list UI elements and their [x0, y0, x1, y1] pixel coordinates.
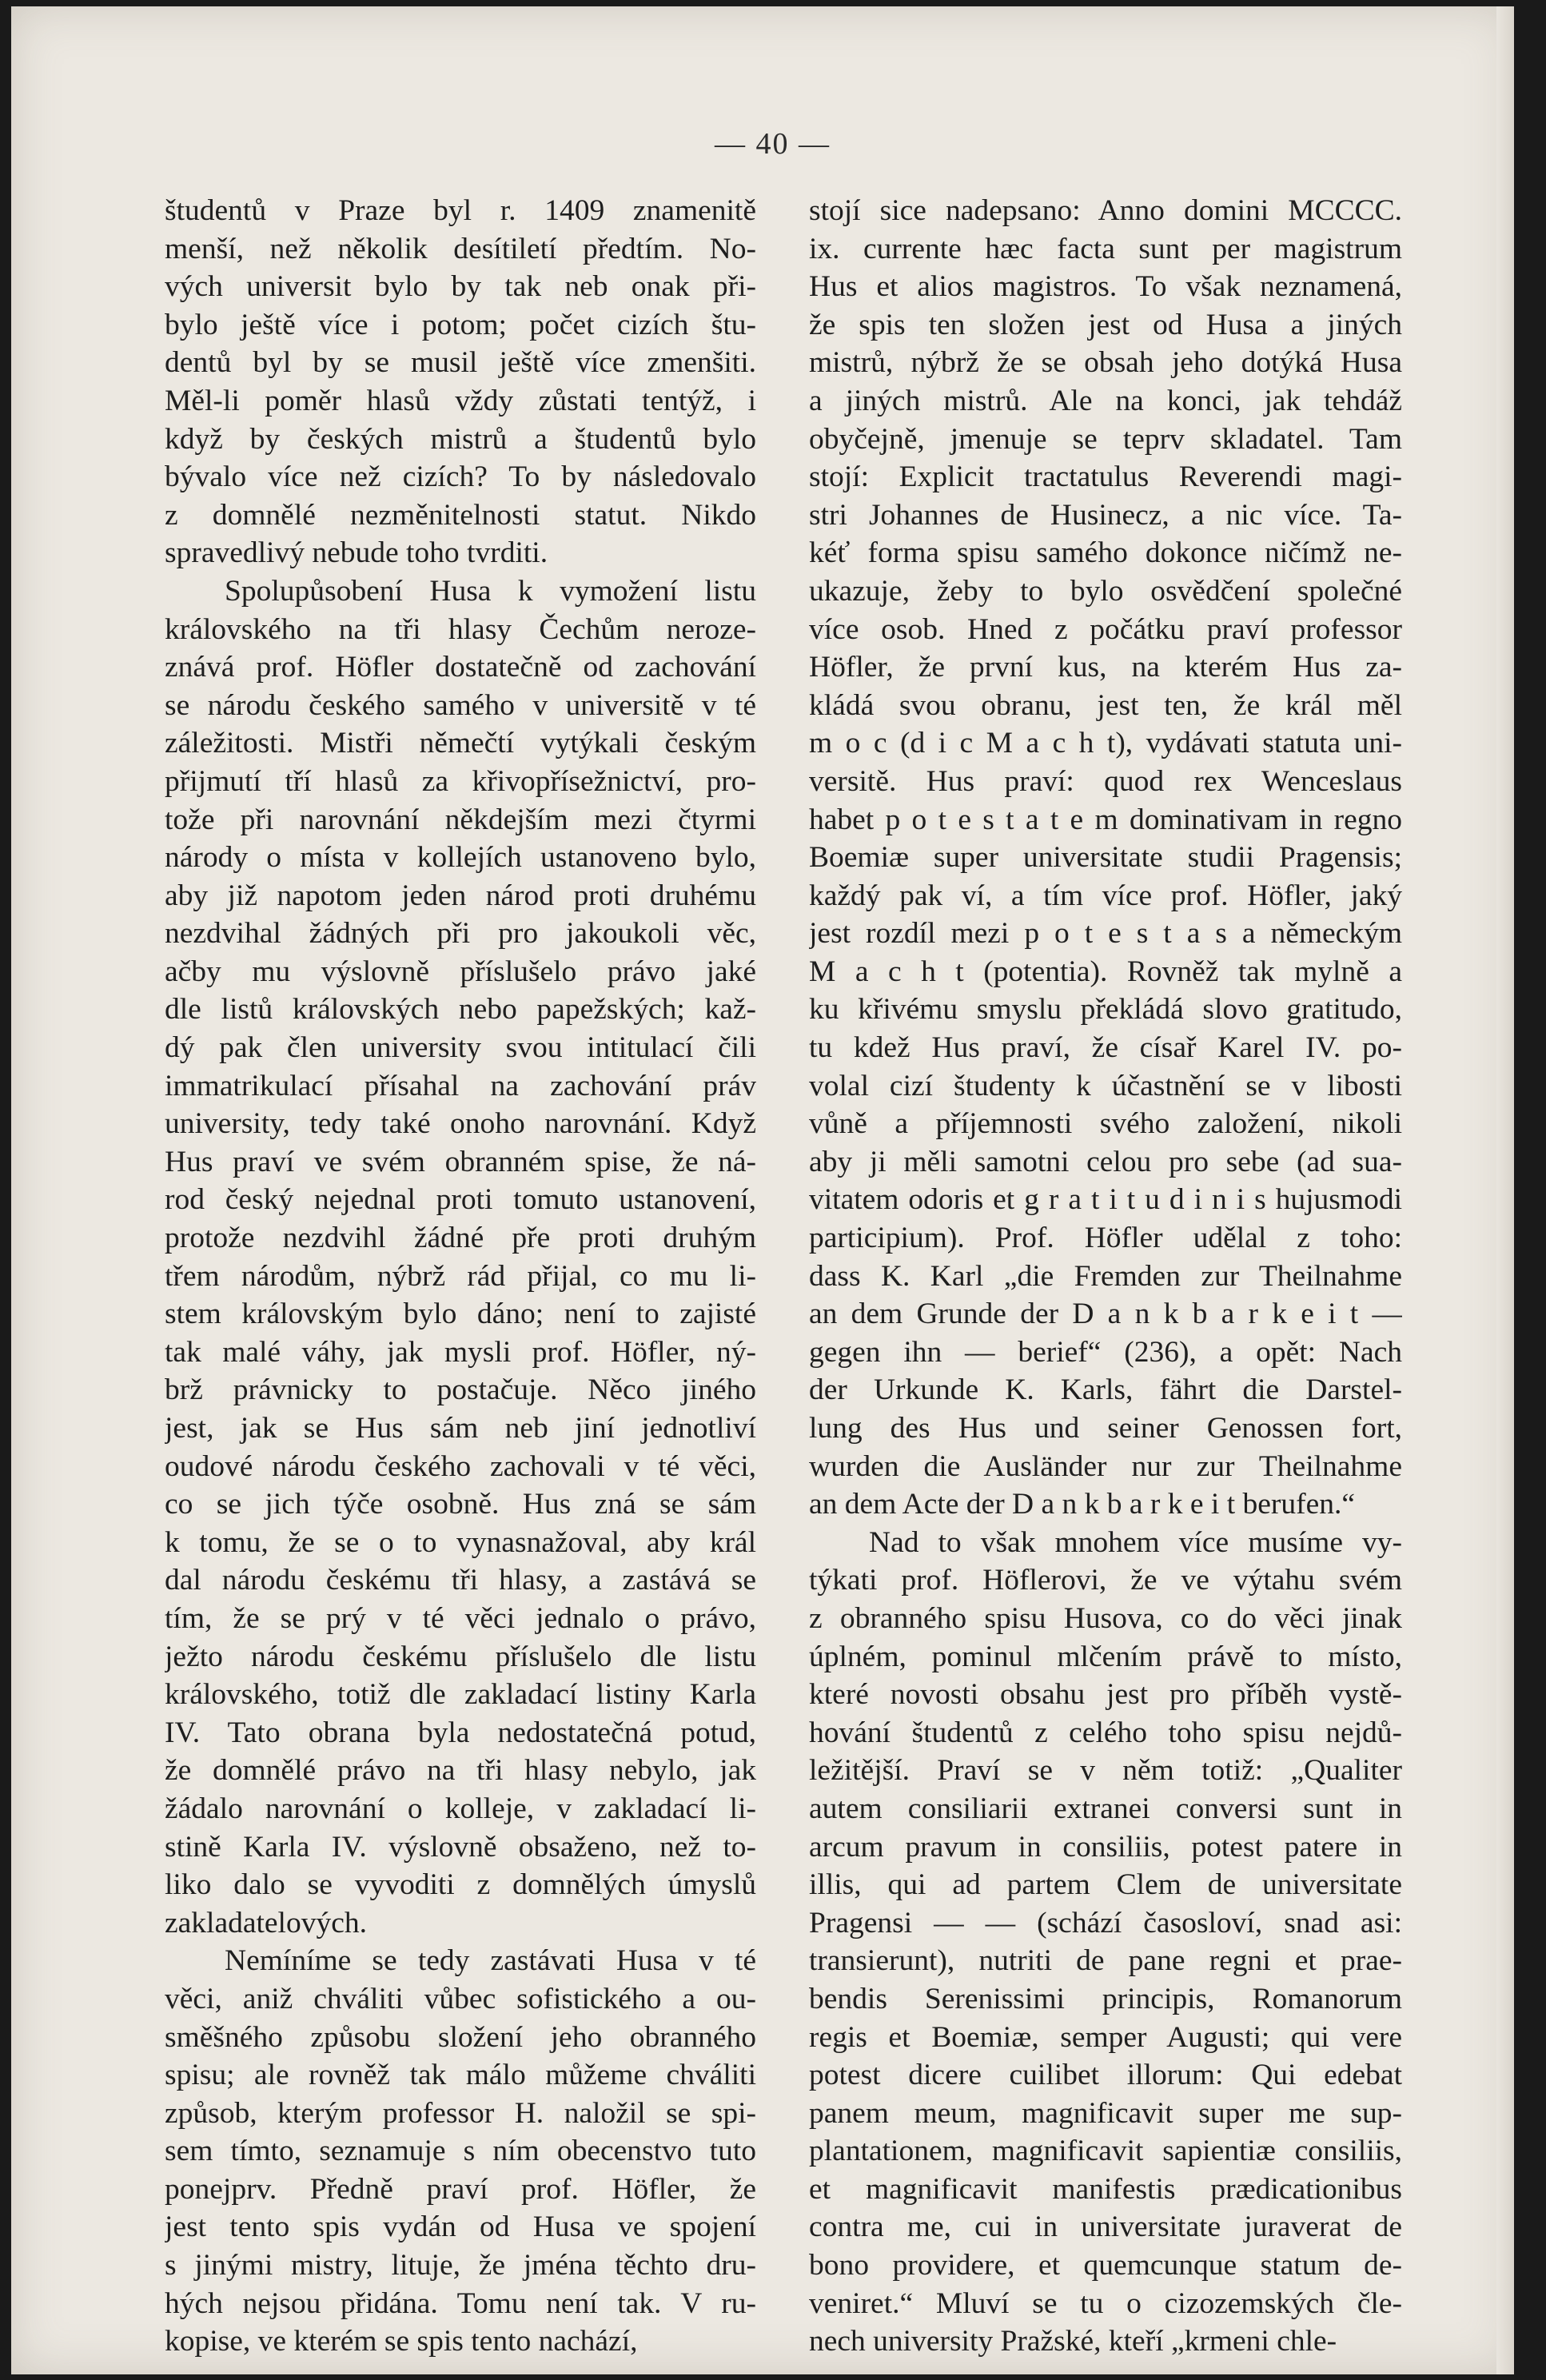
- text-line: týkati prof. Höflerovi, že ve výtahu svém: [809, 1564, 1402, 1597]
- page-edge-shadow: [1496, 6, 1514, 2374]
- text-line: bendis Serenissimi principis, Romanorum: [809, 1982, 1402, 2015]
- text-line: versitě. Hus praví: quod rex Wenceslaus: [809, 764, 1402, 798]
- text-line: z domnělé nezměnitelnosti statut. Nikdo: [165, 498, 756, 532]
- text-line: Spolupůsobení Husa k vymožení listu: [225, 574, 756, 608]
- text-line: které novosti obsahu jest pro příběh vystě-: [809, 1678, 1402, 1712]
- text-line: vých universit bylo by tak neb onak při-: [165, 270, 756, 304]
- text-line: tu kdež Hus praví, že císař Karel IV. po-: [809, 1031, 1402, 1065]
- text-line: národy o místa v kollejích ustanoveno bylo,: [165, 841, 756, 875]
- text-line: ku křivému smyslu překládá slovo gratitudo,: [809, 993, 1402, 1027]
- text-line: transierunt), nutriti de pane regni et prae-: [809, 1944, 1402, 1978]
- text-line: k tomu, že se o to vynasnažoval, aby král: [165, 1525, 756, 1559]
- text-line: z obranného spisu Husova, co do věci jinak: [809, 1601, 1402, 1635]
- text-line: jest, jak se Hus sám neb jiní jednotliví: [165, 1412, 756, 1445]
- text-line: ix. currente hæc facta sunt per magistrum: [809, 232, 1402, 265]
- text-line: ačby mu výslovně příslušelo právo jaké: [165, 955, 756, 988]
- text-line: úplném, pominul mlčením právě to místo,: [809, 1640, 1402, 1673]
- text-line: aby již napotom jeden národ proti druhému: [165, 879, 756, 912]
- text-line: že spis ten složen jest od Husa a jiných: [809, 308, 1402, 341]
- text-line: liko dalo se vyvoditi z domnělých úmyslů: [165, 1868, 756, 1902]
- right-text-column: [809, 192, 1402, 2361]
- text-line: habet p o t e s t a t e m dominativam in regno: [809, 803, 1402, 836]
- text-line: potest dicere cuilibet illorum: Qui edebat: [809, 2059, 1402, 2092]
- text-line: ležitější. Praví se v něm totiž: „Qualiter: [809, 1754, 1402, 1788]
- text-line: an dem Grunde der D a n k b a r k e i t —: [809, 1298, 1402, 1331]
- text-line: oudové národu českého zachovali v té věci,: [165, 1449, 756, 1483]
- text-line: gegen ihn — berief“ (236), a opět: Nach: [809, 1335, 1402, 1369]
- text-line: hých nejsou přidána. Tomu není tak. V ru-: [165, 2286, 756, 2320]
- text-line: vitatem odoris et g r a t i t u d i n i s hujusmodi: [809, 1183, 1402, 1217]
- text-line: arcum pravum in consiliis, potest patere in: [809, 1830, 1402, 1864]
- text-line: záležitosti. Mistři němečtí vytýkali českým: [165, 727, 756, 760]
- text-line: a jiných mistrů. Ale na konci, jak tehdáž: [809, 384, 1402, 417]
- text-line: volal cizí študenty k účastnění se v libosti: [809, 1069, 1402, 1102]
- text-line: bývalo více než cizích? To by následovalo: [165, 460, 756, 494]
- text-line: směšného způsobu složení jeho obranného: [165, 2020, 756, 2054]
- text-line: sem tímto, seznamuje s ním obecenstvo tuto: [165, 2135, 756, 2168]
- text-line: více osob. Hned z počátku praví professor: [809, 612, 1402, 646]
- text-line: obyčejně, jmenuje se teprv skladatel. Tam: [809, 422, 1402, 456]
- text-line: contra me, cui in universitate juraverat de: [809, 2211, 1402, 2244]
- text-line: university, tedy také onoho narovnání. Když: [165, 1107, 756, 1141]
- text-line: illis, qui ad partem Clem de universitate: [809, 1868, 1402, 1902]
- text-line: kládá svou obranu, jest ten, že král měl: [809, 688, 1402, 722]
- text-line: an dem Acte der D a n k b a r k e i t berufen.“: [809, 1488, 1356, 1521]
- text-line: Hus praví ve svém obranném spise, že ná-: [165, 1145, 756, 1178]
- text-line: každý pak ví, a tím více prof. Höfler, jaký: [809, 879, 1402, 912]
- text-line: kéť forma spisu samého dokonce ničímž ne-: [809, 536, 1402, 570]
- text-line: kopise, ve kterém se spis tento nachází,: [165, 2325, 638, 2358]
- text-line: Boemiæ super universitate studii Pragensis;: [809, 841, 1402, 875]
- text-line: Höfler, že první kus, na kterém Hus za-: [809, 651, 1402, 684]
- text-line: přijmutí tří hlasů za křivopřísežnictví, pro-: [165, 764, 756, 798]
- text-line: rod český nejednal proti tomuto ustanovení,: [165, 1183, 756, 1217]
- text-line: dal národu českému tři hlasy, a zastává se: [165, 1564, 756, 1597]
- text-line: autem consiliarii extranei conversi sunt in: [809, 1792, 1402, 1825]
- text-line: mistrů, nýbrž že se obsah jeho dotýká Husa: [809, 346, 1402, 380]
- text-line: způsob, kterým professor H. naložil se spi-: [165, 2096, 756, 2130]
- text-line: regis et Boemiæ, semper Augusti; qui vere: [809, 2020, 1402, 2054]
- text-line: stině Karla IV. výslovně obsaženo, než to-: [165, 1830, 756, 1864]
- text-line: dý pak člen university svou intitulací čili: [165, 1031, 756, 1065]
- text-line: stem královským bylo dáno; není to zajisté: [165, 1298, 756, 1331]
- text-line: wurden die Ausländer nur zur Theilnahme: [809, 1449, 1402, 1483]
- text-line: m o c (d i c M a c h t), vydávati statuta uni-: [809, 727, 1402, 760]
- text-line: dass K. Karl „die Fremden zur Theilnahme: [809, 1259, 1402, 1293]
- text-line: dle listů královských nebo papežských; kaž-: [165, 993, 756, 1027]
- text-line: tak malé váhy, jak mysli prof. Höfler, ný-: [165, 1335, 756, 1369]
- text-line: immatrikulací přísahal na zachování práv: [165, 1069, 756, 1102]
- text-line: Pragensi — — (schází časosloví, snad asi:: [809, 1906, 1402, 1939]
- text-line: hování študentů z celého toho spisu nejdů-: [809, 1716, 1402, 1749]
- text-line: jest rozdíl mezi p o t e s t a s a německým: [809, 917, 1402, 951]
- text-line: vůně a příjemnosti svého založení, nikoli: [809, 1107, 1402, 1141]
- text-line: bono providere, et quemcunque statum de-: [809, 2249, 1402, 2282]
- text-line: Nemíníme se tedy zastávati Husa v té: [225, 1944, 756, 1978]
- text-line: plantationem, magnificavit sapientiæ consiliis,: [809, 2135, 1402, 2168]
- text-line: protože nezdvihl žádné pře proti druhým: [165, 1222, 756, 1255]
- text-line: Nad to však mnohem více musíme vy-: [869, 1525, 1402, 1559]
- text-line: dentů byl by se musil ještě více zmenšiti.: [165, 346, 756, 380]
- text-line: stri Johannes de Husinecz, a nic více. Ta-: [809, 498, 1402, 532]
- text-line: lung des Hus und seiner Genossen fort,: [809, 1412, 1402, 1445]
- text-line: et magnificavit manifestis prædicationibus: [809, 2172, 1402, 2206]
- text-line: jest tento spis vydán od Husa ve spojení: [165, 2211, 756, 2244]
- text-line: třem národům, nýbrž rád přijal, co mu li-: [165, 1259, 756, 1293]
- text-line: spisu; ale rovněž tak málo můžeme chváliti: [165, 2059, 756, 2092]
- text-line: královského na tři hlasy Čechům nerozе-: [165, 612, 756, 646]
- text-line: spravedlivý nebude toho tvrditi.: [165, 536, 548, 570]
- text-line: panem meum, magnificavit super me sup-: [809, 2096, 1402, 2130]
- text-line: ponejprv. Předně praví prof. Höfler, že: [165, 2172, 756, 2206]
- text-line: aby ji měli samotni celou pro sebe (ad sua-: [809, 1145, 1402, 1178]
- text-line: M a c h t (potentia). Rovněž tak mylně a: [809, 955, 1402, 988]
- text-line: královského, totiž dle zakladací listiny Karla: [165, 1678, 756, 1712]
- text-line: nezdvihal žádných při pro jakoukoli věc,: [165, 917, 756, 951]
- text-line: participium). Prof. Höfler udělal z toho:: [809, 1222, 1402, 1255]
- text-line: tím, že se prý v té věci jednalo o právo,: [165, 1601, 756, 1635]
- text-line: študentů v Praze byl r. 1409 znamenitě: [165, 194, 756, 227]
- text-line: se národu českého samého v universitě v té: [165, 688, 756, 722]
- text-line: IV. Tato obrana byla nedostatečná potud,: [165, 1716, 756, 1749]
- text-line: veniret.“ Mluví se tu o cizozemských čle-: [809, 2286, 1402, 2320]
- page-number: — 40 —: [715, 127, 831, 161]
- text-line: stojí sice nadepsano: Anno domini MCCCC.: [809, 194, 1402, 227]
- text-line: ukazuje, žeby to bylo osvědčení společné: [809, 574, 1402, 608]
- text-line: věci, aniž chváliti vůbec sofistického a ou-: [165, 1982, 756, 2015]
- text-line: zakladatelových.: [165, 1906, 367, 1939]
- text-line: menší, než několik desítiletí předtím. No-: [165, 232, 756, 265]
- text-line: Měl-li poměr hlasů vždy zůstati tentýž, i: [165, 384, 756, 417]
- text-line: znává prof. Höfler dostatečně od zachování: [165, 651, 756, 684]
- text-line: Hus et alios magistros. To však neznamená,: [809, 270, 1402, 304]
- text-line: co se jich týče osobně. Hus zná se sám: [165, 1488, 756, 1521]
- book-page: [11, 6, 1514, 2374]
- text-line: že domnělé právo na tři hlasy nebylo, jak: [165, 1754, 756, 1788]
- text-line: když by českých mistrů a študentů bylo: [165, 422, 756, 456]
- text-line: stojí: Explicit tractatulus Reverendi magi-: [809, 460, 1402, 494]
- text-line: s jinými mistry, lituje, že jména těchto dru-: [165, 2249, 756, 2282]
- left-text-column: [165, 192, 756, 2361]
- text-line: ježto národu českému příslušelo dle listu: [165, 1640, 756, 1673]
- text-line: brž právnicky to postačuje. Něco jiného: [165, 1373, 756, 1407]
- text-line: der Urkunde K. Karls, fährt die Darstel-: [809, 1373, 1402, 1407]
- text-line: bylo ještě více i potom; počet cizích štu-: [165, 308, 756, 341]
- text-line: tože při narovnání někdejším mezi čtyrmi: [165, 803, 756, 836]
- text-line: žádalo narovnání o kolleje, v zakladací li-: [165, 1792, 756, 1825]
- text-line: nech university Pražské, kteří „krmeni chle-: [809, 2325, 1337, 2358]
